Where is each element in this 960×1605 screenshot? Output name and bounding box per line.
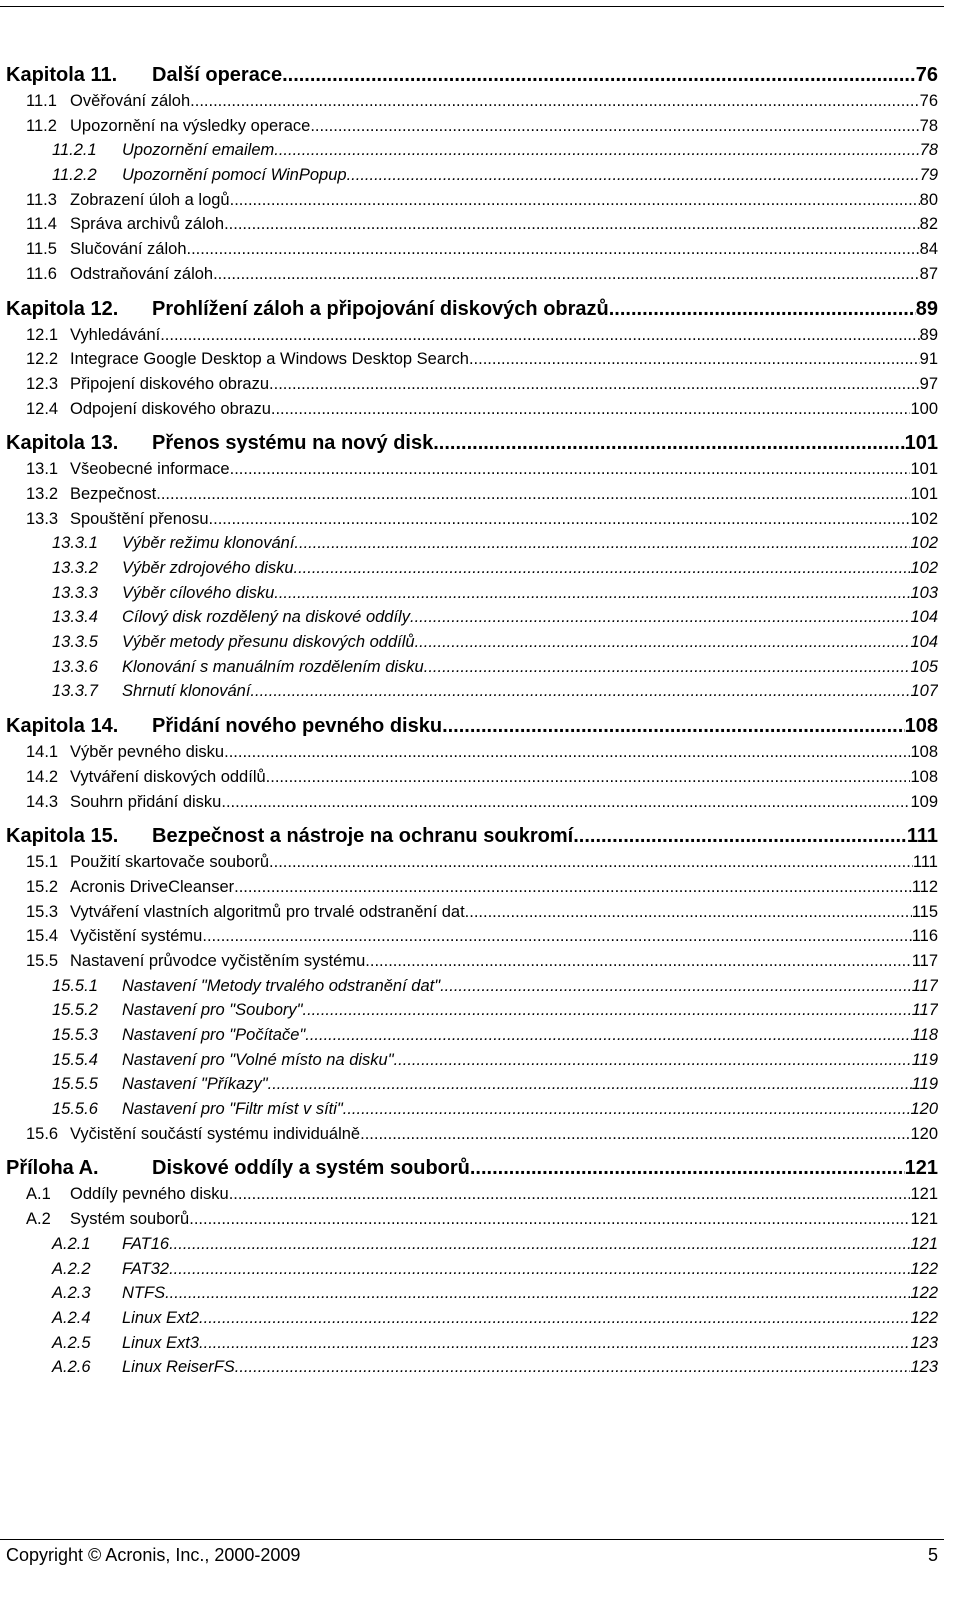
toc-entry-title: Odpojení diskového obrazu (70, 399, 271, 418)
toc-entry-page: 111 (912, 853, 938, 872)
toc-leader-dots (269, 853, 913, 872)
toc-leader-dots (268, 1075, 912, 1094)
toc-entry-title: Nastavení "Metody trvalého odstranění dat" (122, 976, 441, 995)
toc-entry-page: 119 (911, 1075, 938, 1094)
toc-leader-dots (347, 166, 920, 185)
toc-subsection-entry[interactable] (6, 1100, 938, 1125)
toc-entry-number: 11.6 (26, 264, 57, 283)
toc-leader-dots (234, 878, 912, 897)
toc-entry-page: 123 (910, 1358, 938, 1377)
toc-entry-page: 117 (911, 1001, 938, 1020)
toc-entry-page: 117 (911, 951, 938, 970)
toc-entry-title: Nastavení průvodce vyčistěním systému (70, 951, 366, 970)
toc-section-entry[interactable] (6, 927, 938, 952)
toc-leader-dots (410, 608, 910, 627)
toc-entry-title: Výběr pevného disku (70, 743, 225, 762)
toc-entry-number: A.2.5 (52, 1333, 91, 1352)
table-of-contents (6, 64, 938, 1383)
toc-entry-page: 105 (910, 657, 938, 676)
toc-entry-title: Linux Ext3 (122, 1333, 200, 1352)
toc-entry-title: Vyčistění součástí systému individuálně (70, 1124, 361, 1143)
toc-entry-page: 121 (910, 1185, 938, 1204)
toc-entry-title: Nastavení pro "Soubory" (122, 1001, 303, 1020)
toc-entry-number: 15.5.2 (52, 1001, 98, 1020)
toc-entry-title: Připojení diskového obrazu (70, 374, 270, 393)
toc-section-entry[interactable] (6, 743, 938, 768)
toc-entry-number: A.2.1 (52, 1234, 91, 1253)
toc-subsection-entry[interactable] (6, 633, 938, 658)
toc-chapter-entry[interactable] (6, 64, 938, 92)
toc-entry-page: 102 (910, 534, 938, 553)
toc-entry-page: 76 (915, 64, 938, 86)
toc-entry-number: 14.2 (26, 767, 59, 786)
toc-entry-number: 15.5.3 (52, 1026, 98, 1044)
toc-entry-title: Vyhledávání (70, 325, 161, 344)
toc-entry-page: 111 (906, 825, 938, 848)
toc-subsection-entry[interactable] (6, 1235, 938, 1260)
toc-section-entry[interactable] (6, 1125, 938, 1150)
toc-entry-number: 12.3 (26, 374, 59, 393)
toc-entry-title: Vytváření diskových oddílů (70, 767, 266, 786)
toc-entry-page: 112 (911, 877, 938, 896)
toc-subsection-entry[interactable] (6, 1358, 938, 1383)
toc-entry-title: Cílový disk rozdělený na diskové oddíly (122, 608, 410, 627)
toc-entry-page: 80 (919, 190, 938, 209)
toc-entry-page: 104 (910, 633, 938, 652)
toc-section-entry[interactable] (6, 952, 938, 977)
toc-leader-dots (433, 432, 904, 455)
toc-entry-page: 102 (910, 559, 938, 577)
toc-entry-page: 120 (910, 1124, 938, 1143)
toc-leader-dots (266, 768, 911, 787)
toc-entry-page: 87 (919, 264, 938, 283)
toc-leader-dots (394, 1051, 912, 1070)
toc-entry-title: Použití skartovače souborů (70, 853, 270, 872)
toc-section-entry[interactable] (6, 903, 938, 928)
toc-subsection-entry[interactable] (6, 1309, 938, 1334)
toc-leader-dots (190, 92, 919, 111)
toc-entry-number: 15.6 (26, 1124, 59, 1143)
toc-entry-number: A.2.3 (52, 1284, 91, 1303)
toc-entry-page: 91 (919, 350, 938, 369)
toc-subsection-entry[interactable] (6, 1001, 938, 1026)
toc-entry-page: 119 (911, 1050, 938, 1069)
toc-subsection-entry[interactable] (6, 584, 938, 609)
toc-entry-page: 89 (919, 325, 938, 344)
toc-leader-dots (465, 903, 912, 922)
toc-entry-number: 11.1 (26, 92, 57, 110)
toc-section-entry[interactable] (6, 793, 938, 818)
toc-chapter-entry[interactable] (6, 1157, 938, 1185)
toc-entry-number: 15.5.6 (52, 1100, 98, 1119)
toc-section-entry[interactable] (6, 350, 938, 375)
toc-subsection-entry[interactable] (6, 1260, 938, 1285)
toc-entry-number: 11.2.2 (52, 166, 97, 185)
toc-entry-title: NTFS (122, 1284, 166, 1303)
toc-entry-title: Odstraňování záloh (70, 264, 214, 283)
toc-subsection-entry[interactable] (6, 1075, 938, 1100)
toc-section-entry[interactable] (6, 265, 938, 290)
toc-leader-dots (224, 743, 910, 762)
toc-leader-dots (199, 1309, 910, 1328)
page-number: 5 (927, 1545, 938, 1565)
toc-entry-number: Příloha A. (6, 1157, 99, 1180)
toc-leader-dots (156, 485, 910, 504)
toc-entry-number: 15.5.1 (52, 976, 98, 995)
toc-leader-dots (415, 633, 911, 652)
toc-subsection-entry[interactable] (6, 141, 938, 166)
page-footer (6, 1545, 938, 1566)
toc-section-entry[interactable] (6, 1185, 938, 1210)
toc-section-entry[interactable] (6, 240, 938, 265)
toc-entry-number: Kapitola 15. (6, 825, 119, 848)
toc-chapter-entry[interactable] (6, 298, 938, 326)
toc-entry-number: 13.3.4 (52, 608, 98, 627)
toc-entry-number: Kapitola 11. (6, 64, 118, 86)
toc-entry-page: 120 (910, 1100, 938, 1119)
toc-entry-number: Kapitola 12. (6, 297, 119, 320)
toc-entry-title: Správa archivů záloh (70, 215, 225, 234)
toc-section-entry[interactable] (6, 510, 938, 535)
toc-entry-title: Nastavení pro "Počítače" (122, 1026, 306, 1044)
toc-leader-dots (250, 682, 910, 701)
toc-entry-number: 11.4 (26, 215, 57, 234)
toc-leader-dots (360, 1125, 910, 1144)
toc-subsection-entry[interactable] (6, 1051, 938, 1076)
toc-entry-title: Upozornění pomocí WinPopup (122, 166, 347, 185)
toc-subsection-entry[interactable] (6, 682, 938, 707)
toc-leader-dots (213, 265, 920, 284)
toc-entry-number: 11.5 (26, 240, 57, 259)
toc-leader-dots (269, 375, 920, 394)
toc-entry-page: 101 (910, 484, 938, 503)
toc-section-entry[interactable] (6, 485, 938, 510)
toc-entry-number: 15.2 (26, 877, 59, 896)
toc-entry-title: Bezpečnost (70, 484, 157, 503)
toc-subsection-entry[interactable] (6, 1334, 938, 1359)
toc-entry-title: Přidání nového pevného disku (152, 715, 443, 738)
toc-leader-dots (274, 141, 919, 160)
toc-entry-number: 13.3 (26, 509, 59, 528)
toc-entry-number: 11.3 (26, 190, 57, 209)
toc-entry-page: 122 (910, 1284, 938, 1303)
toc-leader-dots (282, 64, 916, 87)
toc-entry-title: Klonování s manuálním rozdělením disku (122, 657, 424, 676)
toc-entry-title: Ověřování záloh (70, 92, 191, 110)
toc-section-entry[interactable] (6, 92, 938, 117)
toc-entry-number: A.2 (26, 1210, 51, 1229)
toc-leader-dots (221, 793, 910, 812)
toc-entry-page: 116 (911, 927, 938, 946)
toc-leader-dots (343, 1100, 911, 1119)
toc-leader-dots (230, 460, 911, 479)
toc-entry-page: 101 (910, 460, 938, 479)
toc-leader-dots (274, 584, 910, 603)
toc-entry-page: 78 (919, 141, 938, 160)
toc-entry-title: Nastavení pro "Filtr míst v síti" (122, 1100, 343, 1119)
toc-entry-number: 11.2.1 (52, 141, 97, 160)
toc-entry-number: A.2.2 (52, 1259, 91, 1278)
toc-entry-title: Zobrazení úloh a logů (70, 190, 230, 209)
toc-entry-page: 121 (904, 1157, 938, 1180)
toc-leader-dots (160, 326, 919, 345)
toc-section-entry[interactable] (6, 400, 938, 425)
toc-entry-page: 122 (910, 1259, 938, 1278)
toc-section-entry[interactable] (6, 460, 938, 485)
toc-section-entry[interactable] (6, 326, 938, 351)
toc-leader-dots (573, 825, 907, 848)
footer-rule (0, 1539, 944, 1540)
toc-entry-page: 108 (910, 743, 938, 762)
toc-entry-page: 121 (910, 1234, 938, 1253)
toc-entry-page: 103 (910, 583, 938, 602)
toc-entry-number: 14.1 (26, 743, 59, 762)
copyright-text: Copyright © Acronis, Inc., 2000-2009 (6, 1545, 301, 1565)
toc-entry-page: 101 (904, 432, 938, 455)
toc-entry-number: A.1 (26, 1185, 51, 1204)
toc-entry-number: Kapitola 14. (6, 715, 119, 738)
toc-entry-number: 15.3 (26, 902, 59, 921)
toc-entry-title: FAT32 (122, 1259, 170, 1278)
toc-entry-title: Souhrn přidání disku (70, 792, 222, 811)
toc-entry-number: 12.4 (26, 399, 59, 418)
toc-leader-dots (305, 1026, 911, 1045)
toc-section-entry[interactable] (6, 768, 938, 793)
toc-entry-number: Kapitola 13. (6, 432, 119, 455)
toc-leader-dots (230, 191, 920, 210)
toc-entry-page: 121 (910, 1210, 938, 1229)
toc-entry-number: 13.2 (26, 484, 59, 503)
toc-leader-dots (169, 1260, 910, 1279)
toc-entry-number: 15.5.5 (52, 1075, 98, 1094)
toc-leader-dots (469, 350, 920, 369)
toc-entry-title: Vyčistění systému (70, 927, 203, 946)
toc-entry-page: 76 (919, 92, 938, 110)
toc-subsection-entry[interactable] (6, 1284, 938, 1309)
top-rule (0, 6, 944, 7)
toc-entry-title: Výběr metody přesunu diskových oddílů (122, 633, 415, 652)
toc-subsection-entry[interactable] (6, 534, 938, 559)
toc-entry-number: 13.3.2 (52, 559, 98, 577)
toc-entry-number: 14.3 (26, 792, 59, 811)
toc-entry-number: 15.1 (26, 853, 59, 872)
toc-entry-page: 79 (919, 166, 938, 185)
toc-entry-number: 15.5 (26, 951, 59, 970)
toc-entry-page: 123 (910, 1333, 938, 1352)
toc-section-entry[interactable] (6, 117, 938, 142)
toc-subsection-entry[interactable] (6, 166, 938, 191)
toc-entry-number: 12.2 (26, 350, 59, 369)
toc-entry-title: Upozornění na výsledky operace (70, 116, 311, 135)
toc-chapter-entry[interactable] (6, 715, 938, 743)
toc-leader-dots (294, 559, 911, 578)
toc-entry-number: A.2.6 (52, 1358, 91, 1377)
toc-entry-page: 89 (915, 297, 938, 320)
toc-leader-dots (224, 215, 920, 234)
toc-subsection-entry[interactable] (6, 658, 938, 683)
toc-entry-page: 100 (910, 399, 938, 418)
toc-entry-number: 13.3.7 (52, 682, 98, 701)
toc-leader-dots (365, 952, 911, 971)
toc-entry-title: Prohlížení záloh a připojování diskových obrazů (152, 297, 609, 320)
toc-section-entry[interactable] (6, 878, 938, 903)
toc-entry-title: Nastavení "Příkazy" (122, 1075, 268, 1094)
toc-entry-number: A.2.4 (52, 1308, 91, 1327)
toc-leader-dots (271, 400, 911, 419)
toc-entry-title: FAT16 (122, 1234, 170, 1253)
toc-entry-title: Acronis DriveCleanser (70, 877, 235, 896)
toc-subsection-entry[interactable] (6, 608, 938, 633)
toc-leader-dots (202, 927, 911, 946)
toc-entry-number: 13.1 (26, 460, 59, 479)
toc-entry-page: 97 (919, 374, 938, 393)
toc-leader-dots (302, 1001, 911, 1020)
toc-entry-page: 104 (910, 608, 938, 627)
toc-entry-page: 82 (919, 215, 938, 234)
toc-entry-number: 13.3.3 (52, 583, 98, 602)
toc-entry-title: Linux Ext2 (122, 1308, 200, 1327)
toc-subsection-entry[interactable] (6, 977, 938, 1002)
toc-entry-page: 108 (904, 715, 938, 738)
toc-entry-title: Shrnutí klonování (122, 682, 251, 701)
toc-entry-number: 15.5.4 (52, 1050, 98, 1069)
toc-entry-page: 117 (911, 976, 938, 995)
toc-entry-number: 13.3.6 (52, 657, 98, 676)
toc-entry-title: Přenos systému na nový disk (152, 432, 434, 455)
toc-section-entry[interactable] (6, 853, 938, 878)
toc-leader-dots (229, 1185, 911, 1204)
toc-entry-page: 115 (911, 902, 938, 921)
toc-entry-page: 122 (910, 1308, 938, 1327)
toc-entry-title: Upozornění emailem (122, 141, 275, 160)
toc-section-entry[interactable] (6, 215, 938, 240)
toc-entry-page: 84 (919, 240, 938, 259)
toc-section-entry[interactable] (6, 1210, 938, 1235)
toc-entry-title: Spouštění přenosu (70, 509, 209, 528)
toc-leader-dots (169, 1235, 910, 1254)
toc-entry-number: 12.1 (26, 325, 59, 344)
toc-entry-page: 118 (911, 1026, 938, 1044)
toc-leader-dots (442, 715, 905, 738)
toc-leader-dots (165, 1284, 910, 1303)
toc-subsection-entry[interactable] (6, 559, 938, 584)
toc-entry-number: 13.3.1 (52, 534, 98, 553)
toc-entry-title: Nastavení pro "Volné místo na disku" (122, 1050, 394, 1069)
toc-entry-page: 102 (910, 509, 938, 528)
toc-leader-dots (199, 1334, 910, 1353)
toc-leader-dots (189, 1210, 910, 1229)
toc-leader-dots (235, 1358, 911, 1377)
toc-leader-dots (609, 298, 916, 321)
toc-entry-page: 107 (910, 682, 938, 701)
toc-leader-dots (310, 117, 919, 136)
toc-entry-title: Oddíly pevného disku (70, 1185, 229, 1204)
toc-entry-title: Vytváření vlastních algoritmů pro trvalé odstranění dat (70, 902, 465, 921)
toc-leader-dots (440, 977, 912, 996)
toc-leader-dots (470, 1157, 905, 1180)
toc-entry-title: Slučování záloh (70, 240, 187, 259)
toc-section-entry[interactable] (6, 375, 938, 400)
toc-leader-dots (209, 510, 911, 529)
toc-chapter-entry[interactable] (6, 825, 938, 853)
toc-entry-page: 109 (910, 792, 938, 811)
toc-leader-dots (187, 240, 920, 259)
toc-entry-number: 15.4 (26, 927, 59, 946)
toc-entry-title: Výběr zdrojového disku (122, 559, 294, 577)
toc-entry-page: 108 (910, 767, 938, 786)
toc-chapter-entry[interactable] (6, 432, 938, 460)
toc-entry-page: 78 (919, 116, 938, 135)
toc-leader-dots (424, 658, 911, 677)
toc-entry-title: Bezpečnost a nástroje na ochranu soukromí (152, 825, 574, 848)
toc-leader-dots (294, 534, 910, 553)
toc-entry-title: Systém souborů (70, 1210, 190, 1229)
toc-entry-title: Linux ReiserFS (122, 1358, 235, 1377)
toc-entry-title: Výběr režimu klonování (122, 534, 295, 553)
toc-entry-title: Všeobecné informace (70, 460, 230, 479)
toc-entry-title: Diskové oddíly a systém souborů (152, 1157, 470, 1180)
toc-entry-title: Další operace (152, 64, 283, 86)
toc-entry-number: 13.3.5 (52, 633, 98, 652)
toc-entry-number: 11.2 (26, 116, 57, 135)
toc-subsection-entry[interactable] (6, 1026, 938, 1051)
toc-entry-title: Výběr cílového disku (122, 583, 275, 602)
toc-entry-title: Integrace Google Desktop a Windows Desktop Search (70, 350, 469, 369)
toc-section-entry[interactable] (6, 191, 938, 216)
